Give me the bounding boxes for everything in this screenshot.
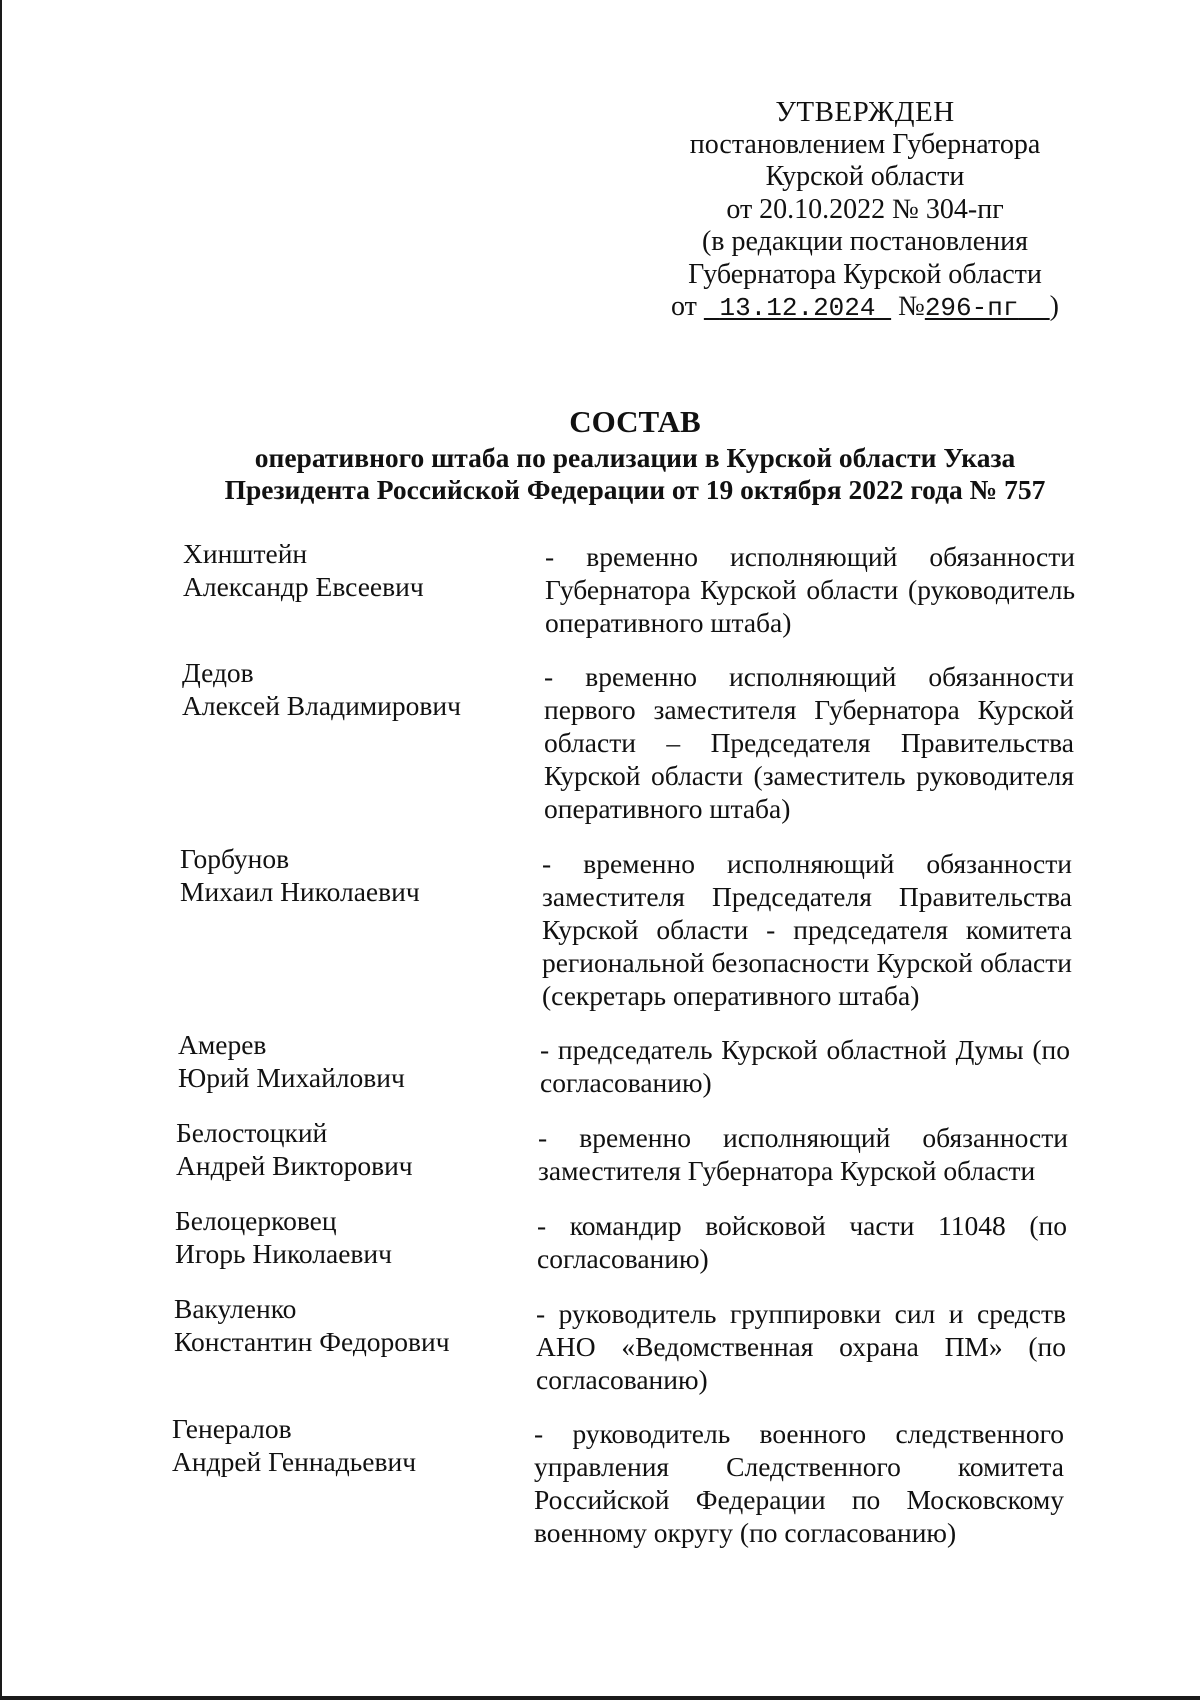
member-given-names: Михаил Николаевич <box>180 876 420 907</box>
member-given-names: Игорь Николаевич <box>175 1238 392 1269</box>
member-surname: Генералов <box>172 1413 292 1444</box>
scan-edge-bottom <box>0 1696 1200 1700</box>
member-role: - временно исполняющий обязанности заместителя Председателя Правительства Курской области - председателя комитета региональной безопасности Курской области (секретарь оперативного штаба) <box>542 848 1072 1011</box>
member-role: - временно исполняющий обязанности первого заместителя Губернатора Курской области – Председателя Правительства Курской области (заместитель руководителя оперативного штаба) <box>544 661 1074 824</box>
member-surname: Вакуленко <box>174 1293 297 1324</box>
member-surname: Горбунов <box>180 843 290 874</box>
amendment-close: ) <box>1049 291 1059 322</box>
member-given-names: Андрей Геннадьевич <box>172 1446 417 1477</box>
approval-line-5: Губернатора Курской области <box>688 258 1042 290</box>
amendment-number: 296-пг <box>924 293 1019 323</box>
member-given-names: Юрий Михайлович <box>178 1062 405 1093</box>
member-given-names: Алексей Владимирович <box>182 690 461 721</box>
member-name <box>180 842 420 908</box>
member-given-names: Андрей Викторович <box>176 1150 413 1181</box>
member-role: - временно исполняющий обязанности заместителя Губернатора Курской области <box>538 1122 1068 1186</box>
amendment-prefix: от <box>670 291 697 322</box>
approval-line-3: от 20.10.2022 № 304-пг <box>726 193 1004 225</box>
member-name <box>174 1292 450 1358</box>
member-role: - председатель Курской областной Думы (по согласованию) <box>540 1034 1070 1098</box>
member-role: - руководитель группировки сил и средств АНО «Ведомственная охрана ПМ» (по согласованию) <box>536 1298 1066 1395</box>
scan-edge-left <box>0 0 2 1700</box>
member-surname: Хинштейн <box>183 538 308 569</box>
member-given-names: Константин Федорович <box>174 1326 450 1357</box>
approval-line-4: (в редакции постановления <box>701 226 1029 257</box>
member-name <box>178 1028 405 1094</box>
member-given-names: Александр Евсеевич <box>183 571 424 602</box>
approval-line-2: Курской области <box>765 161 965 192</box>
amendment-date: 13.12.2024 <box>719 293 876 323</box>
document-heading <box>160 402 1110 506</box>
heading-subtitle-1: оперативного штаба по реализации в Курской области Указа <box>254 442 1016 473</box>
member-surname: Дедов <box>182 657 254 688</box>
approval-line-1: постановлением Губернатора <box>689 128 1041 160</box>
member-surname: Белоцерковец <box>175 1205 337 1236</box>
member-name <box>176 1116 413 1182</box>
heading-subtitle-2: Президента Российской Федерации от 19 октября 2022 года № 757 <box>224 474 1046 505</box>
member-surname: Белостоцкий <box>176 1117 328 1148</box>
member-surname: Амерев <box>178 1029 267 1060</box>
heading-title: СОСТАВ <box>569 404 701 439</box>
approval-amendment-line <box>655 291 1075 325</box>
member-name <box>183 537 424 603</box>
member-name <box>172 1412 416 1478</box>
member-role: - руководитель военного следственного управления Следственного комитета Российской Федерации по Московскому военному округу (по согласованию) <box>534 1418 1064 1548</box>
member-name <box>182 656 461 722</box>
approval-block <box>655 96 1075 325</box>
member-role: - временно исполняющий обязанности Губернатора Курской области (руководитель оперативного штаба) <box>545 541 1075 638</box>
amendment-number-sign: № <box>898 291 925 322</box>
approval-title: УТВЕРЖДЕН <box>775 96 955 128</box>
member-role: - командир войсковой части 11048 (по согласованию) <box>537 1210 1067 1274</box>
member-name <box>175 1204 392 1270</box>
